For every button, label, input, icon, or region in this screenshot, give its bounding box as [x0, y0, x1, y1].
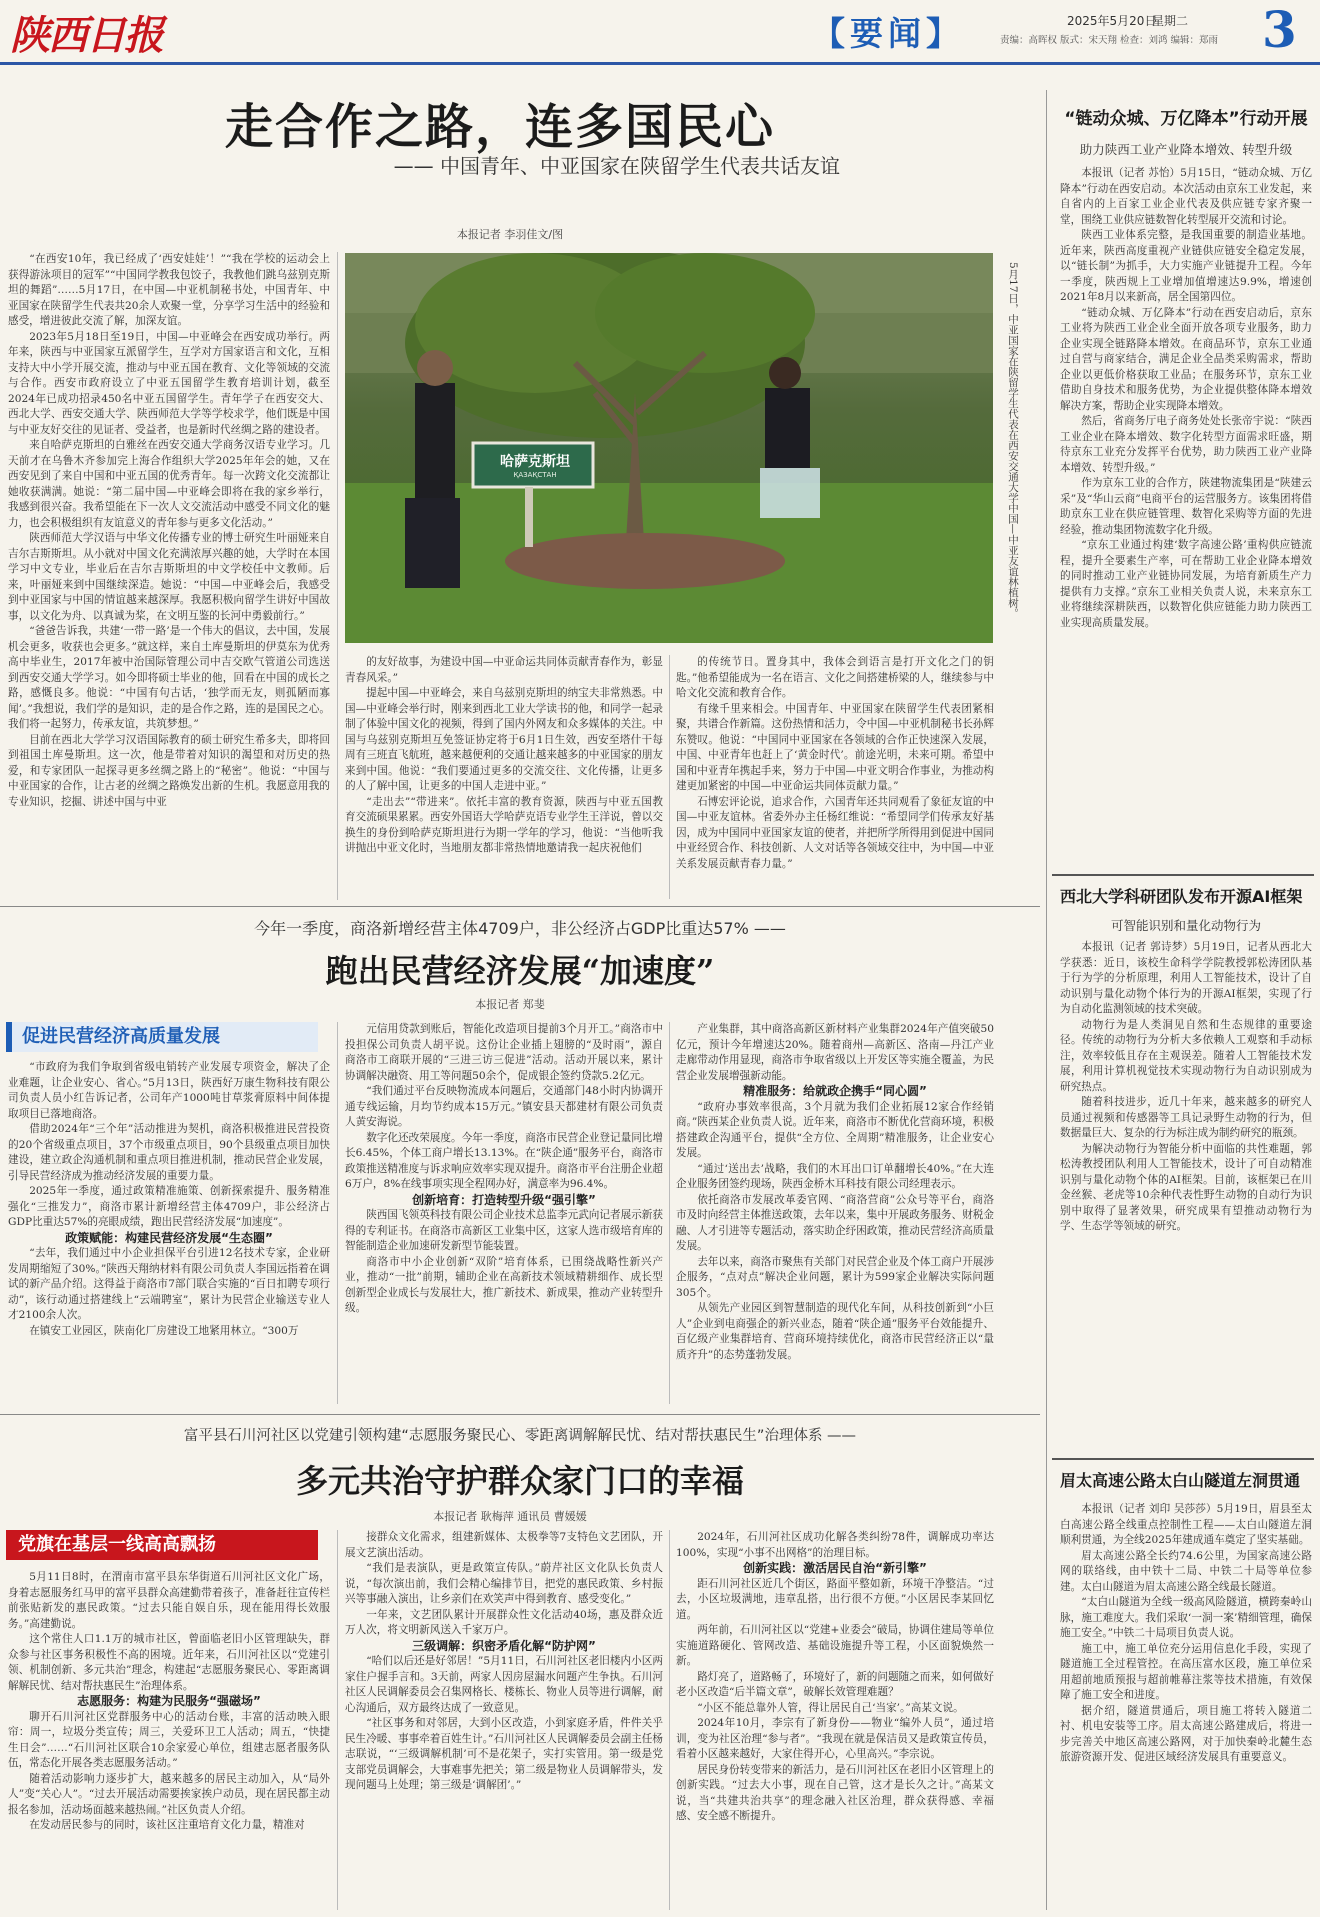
sidebar-rule: [1052, 874, 1314, 876]
community-column-1: [8, 1570, 330, 1910]
issue-weekday: 星期二: [1152, 14, 1189, 28]
community-subhead: 志愿服务：构建为民服务“强磁场”: [77, 1694, 261, 1708]
econ-col3-para: 产业集群，其中商洛高新区新材料产业集群2024年产值突破50亿元，预计今年增速达20%。随着商州—高新区、洛南—丹江产业走廊带动作用显现，商洛市争取省级以上开发区等实施全覆盖，为民营企业发展增强新动能。: [676, 1023, 994, 1082]
econ-col1-para: 2025年一季度，通过政策精准施策、创新探索提升、服务精准强化“三推发力”，商洛市累计新增经营主体4709户，非公经济占GDP比重达57%的亮眼成绩，跑出民营经济发展“加速度”。: [8, 1185, 330, 1228]
econ-col2-para: 数字化还改荣展度。今年一季度，商洛市民营企业登记量同比增长6.45%，个体工商户增长13.13%。在“陕企通”服务平台，商洛市政策推送精准度与诉求响应效率实现双提升。商洛市平台注册企业超6万户，8%在线事项实现全程网办好，满意率为96.4%。: [345, 1131, 663, 1190]
econ-col1-para: “市政府为我们争取到省级电销转产业发展专项资金，解决了企业难题，让企业安心、省心。”5月13日，陕西好万康生物科技有限公司负责人员小红告诉记者，公司年产1000吨甘草浆膏原料中间体提取项目已落地商洛。: [8, 1061, 330, 1120]
photo-sign-subtext: ҚАЗАҚСТАН: [513, 471, 557, 479]
econ-col3-para: 从领先产业园区到智慧制造的现代化车间，从科技创新到“小巨人”企业到电商强企的新兴业态，随着“陕企通”服务平台效能提升、百亿级产业集群培育、营商环境持续优化，商洛市民营经济正以“量质齐升”的态势蓬勃发展。: [676, 1302, 994, 1361]
econ-col3-para: 去年以来，商洛市聚焦有关部门对民营企业及个体工商户开展涉企服务，“点对点”解决企业问题，累计为599家企业解决实际问题305个。: [676, 1255, 994, 1299]
lead-col1-para: 来自哈萨克斯坦的白雅丝在西安交通大学商务汉语专业学习。几天前才在乌鲁木齐参加完上海合作组织大学2025年年会的她，又在西安见到了来自中国和中亚五国的优秀青年。每一次跨文化交流都让她收获满满。她说：“第二届中国—中亚峰会即将在我的家乡举行，我感到很兴奋。我希望能在下一次人文交流活动中感受不同文化的魅力，也会积极组织有友谊意义的青年参与更多文化活动。”: [8, 439, 330, 529]
econ-col2-para: “我们通过平台反映物流成本问题后，交通部门48小时内协调开通专线运输，月均节约成本15万元。”镇安县天都建材有限公司负责人黄安海说。: [345, 1085, 663, 1128]
lead-col3-para: 有缘千里来相会。中国青年、中亚国家在陕留学生代表团紧相聚，共谱合作新篇。这份热情和活力，令中国—中亚机制秘书长孙辉东赞叹。他说：“中国同中亚国家在各领域的合作正快速深入发展，中国、中亚青年也赶上了‘黄金时代’。前途光明，未来可期。希望中国和中亚青年携起手来，努力于中国—中亚文明合作事业，为推动构建更加紧密的中国—中亚命运共同体贡献力量。”: [676, 702, 994, 792]
sidebar-a1-para: “京东工业通过构建‘数字高速公路’重构供应链流程，提升全要素生产率，可在帮助工业企业降本增效的同时推动工业产业链协同发展，为培育新质生产力提供有力支撑。”京东工业相关负责人说，未来京东工业将继续深耕陕西，以数智化供应链能力助力陕西工业实现高质量发展。: [1060, 539, 1312, 629]
lead-col1-para: “在西安10年，我已经成了‘西安娃娃’！”“我在学校的运动会上获得游泳项目的冠军”“中国同学教我包饺子，我教他们跳乌兹别克斯坦的舞蹈”……5月17日，在中国—中亚机制秘书处，中国青年、中亚国家在陕留学生代表共20余人欢聚一堂，分享学习生活中的经验和感受，增进彼此交流了解，加深友谊。: [8, 253, 330, 327]
sidebar-a3-para: 本报讯（记者 刘印 吴莎莎）5月19日，眉县至太白高速公路全线重点控制性工程——太白山隧道左洞顺利贯通，为全线2025年建成通车奠定了坚实基础。: [1060, 1503, 1312, 1546]
lead-col3-para: 的传统节日。置身其中，我体会到语言是打开文化之门的钥匙。”他希望能成为一名在语言、文化之间搭建桥梁的人，继续参与中哈文化交流和教育合作。: [676, 656, 994, 699]
sidebar-a1-para: 陕西工业体系完整，是我国重要的制造业基地。近年来，陕西高度重视产业链供应链安全稳定发展，以“链长制”为抓手，大力实施产业链提升工程。今年一季度，陕西规上工业增加值增速达9.9%，增速创2021年8月以来新高，居全国第四位。: [1060, 229, 1312, 303]
lead-col1-para: 陕西师范大学汉语与中华文化传播专业的博士研究生叶丽娅来自吉尔吉斯斯坦。从小就对中国文化充满浓厚兴趣的她，大学时在本国学习中文专业，毕业后在吉尔吉斯斯坦的中文学校任中文教师。后来，叶丽娅来到中国继续深造。她说：“中国—中亚峰会后，我感受到中亚国家与中国的情谊越来越深厚。我愿积极向留学生讲好中国故事，以文化为舟、以真诚为桨，在文明互鉴的长河中勇毅前行。”: [8, 532, 330, 622]
lead-title: 走合作之路，连多国民心: [224, 99, 775, 155]
sidebar-a3-para: 施工中，施工单位充分运用信息化手段，实现了隧道施工全过程管控。在高压富水区段，施工单位采用超前地质预报与超前帷幕注浆等技术措施，有效保障了施工安全和进度。: [1060, 1642, 1312, 1701]
community-col1-para: 随着活动影响力逐步扩大，越来越多的居民主动加入，从“局外人”变“关心人”。“过去开展活动需要挨家挨户动员，现在居民都主动报名参加，活动场面越来越热闹。”社区负责人介绍。: [8, 1772, 330, 1816]
community-title: 多元共治守护群众家门口的幸福: [295, 1462, 744, 1500]
community-col2-para: “社区事务和对邻居，大到小区改造，小到家庭矛盾，件件关乎民生冷暖、事事牵着百姓生计。”石川河社区人民调解委员会副主任杨志联说，“‘三级调解机制’可不是花架子，实打实管用。第一级是党支部党员调解会，大事难事先把关；第二级是物业人员调解带头，发现问题马上处理；第三级是‘调解团’。”: [345, 1717, 663, 1791]
column-divider: [669, 1022, 670, 1404]
lead-column-2: [345, 655, 663, 899]
sidebar-a3-para: 据介绍，隧道贯通后，项目施工将转入隧道二衬、机电安装等工序。眉太高速公路建成后，将进一步完善关中地区高速公路网，对于加快秦岭北麓生态旅游资源开发、促进区域经济发展具有重要意义。: [1060, 1704, 1312, 1763]
column-divider: [337, 252, 338, 900]
econ-column-3: [676, 1022, 994, 1404]
community-subhead: 三级调解：织密矛盾化解“防护网”: [412, 1638, 596, 1653]
community-col2-para: “哈们以后还是好邻居！”5月11日，石川河社区老旧楼内小区两家住户握手言和。3天前，两家人因房屋漏水问题产生争执。石川河社区人民调解委员会召集网格长、楼栋长、物业人员等进行调解，耐心沟通后，双方最终达成了一致意见。: [345, 1655, 663, 1714]
sidebar-a3-body: [1060, 1502, 1312, 1910]
sidebar-a2-para: 为解决动物行为智能分析中面临的共性难题，郭松涛教授团队利用人工智能技术，设计了可自动精准识别与量化动物个体的AI框架。目前，该框架已在川金丝猴、老虎等10余种代表性野生动物的自动行为识别中取得了显著效果，研究成果有望推动动物行为学、生态学等领域的研究。: [1060, 1142, 1312, 1232]
sidebar-a3-para: 眉太高速公路全长约74.6公里，为国家高速公路网的联络线，由中铁十二局、中铁二十局等单位参建。太白山隧道为眉太高速公路全线最长隧道。: [1060, 1549, 1312, 1593]
community-column-2: [345, 1530, 663, 1910]
community-kicker: 富平县石川河社区以党建引领构建“志愿服务聚民心、零距离调解解民忧、结对帮扶惠民生”治理体系 ——: [183, 1428, 857, 1444]
sidebar-a1-subtitle: 助力陕西工业产业降本增效、转型升级: [1079, 142, 1293, 157]
lead-col3-para: 石博宏评论说，追求合作，六国青年还共同观看了象征友谊的中国—中亚友谊林。省委外办主任杨红维说：“希望同学们传承友好基因，成为中国同中亚国家友谊的使者，并把所学所得用到促进中国同中亚经贸合作、科技创新、人文对话等各领域交往中，为中国—中亚关系发展贡献青春力量。”: [676, 795, 994, 870]
lead-col2-para: “走出去”“带进来”。依托丰富的教育资源，陕西与中亚五国教育交流硕果累累。西安外国语大学哈萨克语专业学生王洋说，曾以交换生的身份到哈萨克斯坦进行为期一学年的学习，他说：“当他听我讲抛出中亚文化时，当地朋友都非常热情地邀请我一起庆祝他们: [345, 795, 663, 854]
issue-date: 2025年5月20日: [1067, 14, 1157, 28]
column-divider: [337, 1022, 338, 1404]
lead-col1-para: “爸爸告诉我，共建‘一带一路’是一个伟大的倡议，去中国，发展机会更多，收获也会更多。”就这样，来自土库曼斯坦的伊莫东为优秀高中毕业生，2017年被中治国际管理公司中吉交欧气管道公司选送到西安交通大学学习。如今即将硕士毕业的他，回看在中国的成长之路，感慨良多。他说：“中国有句古话，‘独学而无友，则孤陋而寡闻’。”我想说，我们学的是知识，走的是合作之路，连的是国民之心。我们将一起努力，传承友谊，共筑梦想。”: [8, 625, 330, 730]
lead-column-1: [8, 252, 330, 898]
sidebar-a2-body: [1060, 940, 1312, 1454]
econ-col3-para: 依托商洛市发展改革委官网、“商洛营商”公众号等平台，商洛市及时向经营主体推送政策，去年以来，集中开展政务服务、财税金融、人才引进等专题活动，落实助企纾困政策，推动民营经济高质量发展。: [676, 1193, 994, 1252]
econ-col1-para: “去年，我们通过中小企业担保平台引进12名技术专家，企业研发周期缩短了30%。”陕西天翔纳材料有限公司负责人李国远指着在调试的新产品介绍。这得益于商洛市7部门联合实施的“百日扣聘专项行动”，该行动通过搭建线上“云端聘室”，累计为民营企业输送专业人才2100余人次。: [8, 1247, 330, 1321]
community-col3-para: “小区不能总靠外人管，得让居民自己‘当家’。”高某文说。: [697, 1701, 964, 1714]
sidebar-a2-title: 西北大学科研团队发布开源AI框架: [1060, 887, 1303, 906]
lead-column-3: [676, 655, 994, 899]
econ-col2-para: 商洛市中小企业创新“双阶”培育体系，已围绕战略性新兴产业，推动“一批”前期，辅助企业在高新技术领域精耕细作、成长型创新型企业成长与发展壮大，推广新技术、新成果，推动产业转型升级。: [345, 1255, 663, 1314]
econ-column-2: [345, 1022, 663, 1404]
photo-sign-text: 哈萨克斯坦: [500, 454, 570, 470]
econ-column-1: [8, 1060, 330, 1404]
econ-subhead: 精准服务：给就政企携手“同心圆”: [743, 1084, 927, 1098]
sidebar-a2-para: 动物行为是人类洞见自然和生态规律的重要途径。传统的动物行为分析大多依赖人工观察和手动标注，效率较低且存在主观误差。随着人工智能技术发展，利用计算机视觉技术实现动物行为自动识别成为研究热点。: [1060, 1018, 1312, 1093]
editor-credits: 责编：高晖权 版式：宋天翔 检查：刘鸿 编辑：郑雨: [1000, 35, 1219, 46]
econ-col1-para: 借助2024年“三个年”活动推进为契机，商洛积极推进民营投资的20个省级重点项目，37个市级重点项目，90个县级重点项目加快建设，建立政企沟通机制和重点项目推进机制，推动民营企业发展，引导民营经济成为推动经济发展的重要力量。: [8, 1123, 330, 1182]
photo-caption: 5月17日，中亚国家在陕留学生代表在西安交通大学中国—中亚友谊林植树。: [1007, 262, 1019, 619]
community-col3-para: 居民身份转变带来的新活力，是石川河社区在老旧小区管理上的创新实践。“过去大小事，现在自己管，这才是长久之计。”高某文说，当“共建共治共享”的理念融入社区治理，群众获得感、幸福感、安全感不断提升。: [676, 1763, 994, 1822]
sidebar-a2-subtitle: 可智能识别和量化动物行为: [1110, 918, 1261, 933]
sidebar-a2-para: 本报讯（记者 郭诗梦）5月19日，记者从西北大学获悉：近日，该校生命科学学院教授郭松涛团队基于行为学的分析原理，利用人工智能技术，设计了自动识别与量化动物个体行为的开源AI框架，实现了行为自动化监测领域的技术突破。: [1060, 941, 1312, 1015]
lead-byline: 本报记者 李羽佳文/图: [456, 228, 564, 241]
sidebar-a3-title: 眉太高速公路太白山隧道左洞贯通: [1060, 1471, 1301, 1490]
section-name: 要闻: [850, 14, 926, 53]
community-byline: 本报记者 耿梅萍 通讯员 曹媛媛: [433, 1510, 587, 1523]
econ-section-tag: 促进民营经济高质量发展: [6, 1022, 318, 1052]
column-divider: [669, 1530, 670, 1910]
sidebar-a1-para: 然后，省商务厅电子商务处处长张帝宇说：“陕西工业企业在降本增效、数字化转型方面需求旺盛，期待京东工业充分发挥平台优势，助力陕西工业产业降本增效、转型升级。”: [1060, 415, 1312, 474]
community-col1-para: 聊开石川河社区党群服务中心的活动台账，丰富的活动映入眼帘：周一，垃圾分类宣传；周三，关爱环卫工人活动；周五，“快捷生日会”……“石川河社区联合10余家爱心单位，组建志愿者服务队伍，常态化开展各类志愿服务活动。”: [8, 1710, 330, 1769]
lead-subtitle: —— 中国青年、中亚国家在陕留学生代表共话友谊: [393, 154, 840, 178]
masthead: [0, 0, 1320, 62]
community-col3-para: 距石川河社区近几个街区，路面平整如新，环境干净整洁。“过去，小区垃圾满地，违章乱搭，出行很不方便。”小区居民李某回忆道。: [676, 1577, 994, 1621]
sidebar-a1-para: 作为京东工业的合作方，陕建物流集团是“陕建云采”及“华山云商”电商平台的运营服务方。该集团将借助京东工业在供应链管理、数智化采购等方面的先进经验，推动集团物流数字化升级。: [1060, 477, 1312, 536]
community-col3-para: 路灯亮了，道路畅了，环境好了，新的问题随之而来，如何做好老小区改造“后半篇文章”，破解长效管理难题？: [676, 1670, 994, 1698]
masthead-rule: [0, 62, 1320, 65]
community-section-tag: 党旗在基层一线高高飘扬: [6, 1530, 318, 1560]
econ-col1-para: 在镇安工业园区，陕南化厂房建设工地紧用林立。“300万: [29, 1324, 299, 1337]
newspaper-brand: 陕西日报: [10, 12, 162, 59]
lead-col1-para: 2023年5月18日至19日，中国—中亚峰会在西安成功举行。两年来，陕西与中亚国家互派留学生，互学对方国家语言和文化，互相支持大中小学开展交流，推动与中亚五国在教育、文化等领域的交流与合作。西安市政府设立了中亚五国留学生教育培训计划，截至2024年已成功招录450名中亚五国留学生。青年学子在西安交大、西北大学、西安交通大学、陕西师范大学等学校求学，他们既是中国与中亚友好交往的见证者、受益者，也是新时代丝绸之路的建设者。: [8, 330, 330, 436]
community-subhead: 创新实践：激活居民自治“新引擎”: [743, 1561, 927, 1575]
section-rule: [0, 1414, 1040, 1415]
community-col1-para: 这个常住人口1.1万的城市社区，曾面临老旧小区管理缺失，群众参与社区事务积极性不高的困境。近年来，石川河社区以“党建引领、机制创新、多元共治”理念，构建起“志愿服务聚民心、零距离调解解民忧、结对帮扶惠民生”治理体系。: [8, 1633, 330, 1692]
page-number: 3: [1262, 0, 1297, 59]
econ-col2-para: 陕西国飞领英科技有限公司企业技术总监李元武向记者展示新获得的专利证书。在商洛市高新区工业集中区，这家人选市级培育库的智能制造企业加速研发新型节能装置。: [345, 1209, 663, 1252]
tree-planting-illustration: [345, 253, 993, 643]
sidebar-divider: [1046, 90, 1047, 1910]
econ-col3-para: “通过‘送出去’战略，我们的木耳出口订单翻增长40%。”在大连企业服务团签约现场，陕西金桥木耳科技有限公司经理表示。: [676, 1162, 994, 1190]
sidebar-rule: [1052, 1458, 1314, 1460]
econ-subhead: 创新培育：打造转型升级“强引擎”: [412, 1192, 596, 1207]
sidebar-a1-para: “链动众城、万亿降本”行动在西安启动后，京东工业将为陕西工业企业全面开放各项专业服务，助力企业实现全链路降本增效。在商品环节，京东工业通过自营与商家结合，满足企业全品类采购需求，帮助企业以更低价格获取工业品；在服务环节，京东工业借助自身技术和服务优势，为企业提供整体降本增效解决方案，帮助企业实现降本增效。: [1060, 306, 1312, 412]
community-col3-para: 2024年，石川河社区成功化解各类纠纷78件，调解成功率达100%，实现“小事不出网格”的治理目标。: [676, 1531, 994, 1559]
community-column-3: [676, 1530, 994, 1910]
community-col1-para: 在发动居民参与的同时，该社区注重培育文化力量，精准对: [29, 1819, 305, 1831]
econ-subhead: 政策赋能：构建民营经济发展“生态圈”: [65, 1230, 273, 1245]
lead-col2-para: 提起中国—中亚峰会，来自乌兹别克斯坦的纳宝夫非常熟悉。中国—中亚峰会举行时，刚来到西北工业大学读书的他，和同学一起录制了体验中国文化的视频，得到了国内外网友和众多媒体的关注。中国与乌兹别克斯坦互免签证协定将于6月1日生效，西安至塔什干每周有三班直飞航班，越来越便利的交通让越来越多的中亚国家的朋友来到中国。他说：“我们要通过更多的交流交往、文化传播，让更多的人了解中国，让更多的中国人走进中亚。”: [345, 687, 663, 792]
econ-col3-para: “政府办事效率很高，3个月就为我们企业拓展12家合作经销商。”陕西某企业负责人说。近年来，商洛市不断优化营商环境，积极搭建政企沟通平台，提供“全方位、全周期”精准服务，让企业安心发展。: [676, 1100, 994, 1159]
lead-col1-para: 目前在西北大学学习汉语国际教育的硕士研究生希多夫，即将回到祖国土库曼斯坦。这一次，他是带着对知识的渴望和对历史的热爱，和专家团队一起探寻更多丝绸之路上的“秘密”。他说：“中国与中亚国家的合作，让古老的丝绸之路焕发出新的生机。我愿意用我的专业知识，挖掘、讲述中国与中亚: [8, 733, 330, 808]
section-rule: [0, 906, 1040, 907]
sidebar-a3-para: “太白山隧道为全线一级高风险隧道，横跨秦岭山脉，施工难度大。我们采取‘一洞一案’精细管理，确保施工安全。”中铁二十局项目负责人说。: [1060, 1596, 1312, 1639]
column-divider: [669, 655, 670, 899]
community-col2-para: 接群众文化需求，组建新媒体、太极拳等7支特色文艺团队，开展文艺演出活动。: [345, 1531, 663, 1559]
lead-col2-para: 的友好故事，为建设中国—中亚命运共同体贡献青春作为，彰显青春风采。”: [345, 656, 663, 684]
econ-byline: 本报记者 郑斐: [475, 998, 545, 1011]
column-divider: [337, 1530, 338, 1910]
sidebar-a1-para: 本报讯（记者 苏怡）5月15日，“链动众城、万亿降本”行动在西安启动。本次活动由京东工业发起，来自省内的上百家工业企业代表及供应链专家齐聚一堂，围绕工业供应链数智化转型展开交流和讨论。: [1060, 167, 1312, 226]
lead-photo: [345, 253, 993, 643]
sidebar-a2-para: 随着科技进步，近几十年来，越来越多的研究人员通过视频和传感器等工具记录野生动物的行为，但数据量巨大、复杂的行为标注成为制约研究的瓶颈。: [1060, 1096, 1312, 1139]
community-col3-para: 两年前，石川河社区以“党建+业委会”破局，协调住建局等单位实施道路硬化、管网改造、基础设施提升等工程，小区面貌焕然一新。: [676, 1624, 994, 1667]
sidebar-a1-body: [1060, 166, 1312, 866]
section-label: 【要闻】: [812, 14, 964, 53]
econ-title: 跑出民营经济发展“加速度”: [325, 952, 715, 990]
community-col3-para: 2024年10月，李宗有了新身份——物业“编外人员”，通过培训，变为社区治理“参与者”。“我现在就是保洁员又是政策宣传员，看着小区越来越好，大家住得开心，心里高兴。”李宗说。: [676, 1717, 994, 1760]
econ-col2-para: 元信用贷款到账后，智能化改造项目提前3个月开工。”商洛市中投担保公司负责人胡平说。这份让企业插上翅膀的“及时雨”，源自商洛市工商联开展的“三进三访三促进”活动。活动开展以来，累计协调解决融资、用工等问题50余个，促成银企签约贷款5.2亿元。: [345, 1023, 663, 1082]
community-col2-para: “我们是表演队，更是政策宣传队。”蔚芹社区文化队长负责人说，“每次演出前，我们会精心编排节目，把党的惠民政策、乡村振兴等事融入演出，让乡亲们在欢笑声中得到教育、感受变化。”: [345, 1562, 663, 1605]
sidebar-a1-title: “链动众城、万亿降本”行动开展: [1064, 109, 1308, 129]
econ-kicker: 今年一季度，商洛新增经营主体4709户，非公经济占GDP比重达57% ——: [254, 919, 786, 938]
community-col2-para: 一年来，文艺团队累计开展群众性文化活动40场，惠及群众近万人次，将文明新风送入千家万户。: [345, 1608, 663, 1636]
community-col1-para: 5月11日8时，在渭南市富平县东华街道石川河社区文化广场，身着志愿服务红马甲的富平县群众高建勤带着孩子，准备赶往宣传栏前张贴新发的惠民政策。“过去只能自娱自乐，现在能用得长效服务。”高建勤说。: [8, 1571, 330, 1630]
